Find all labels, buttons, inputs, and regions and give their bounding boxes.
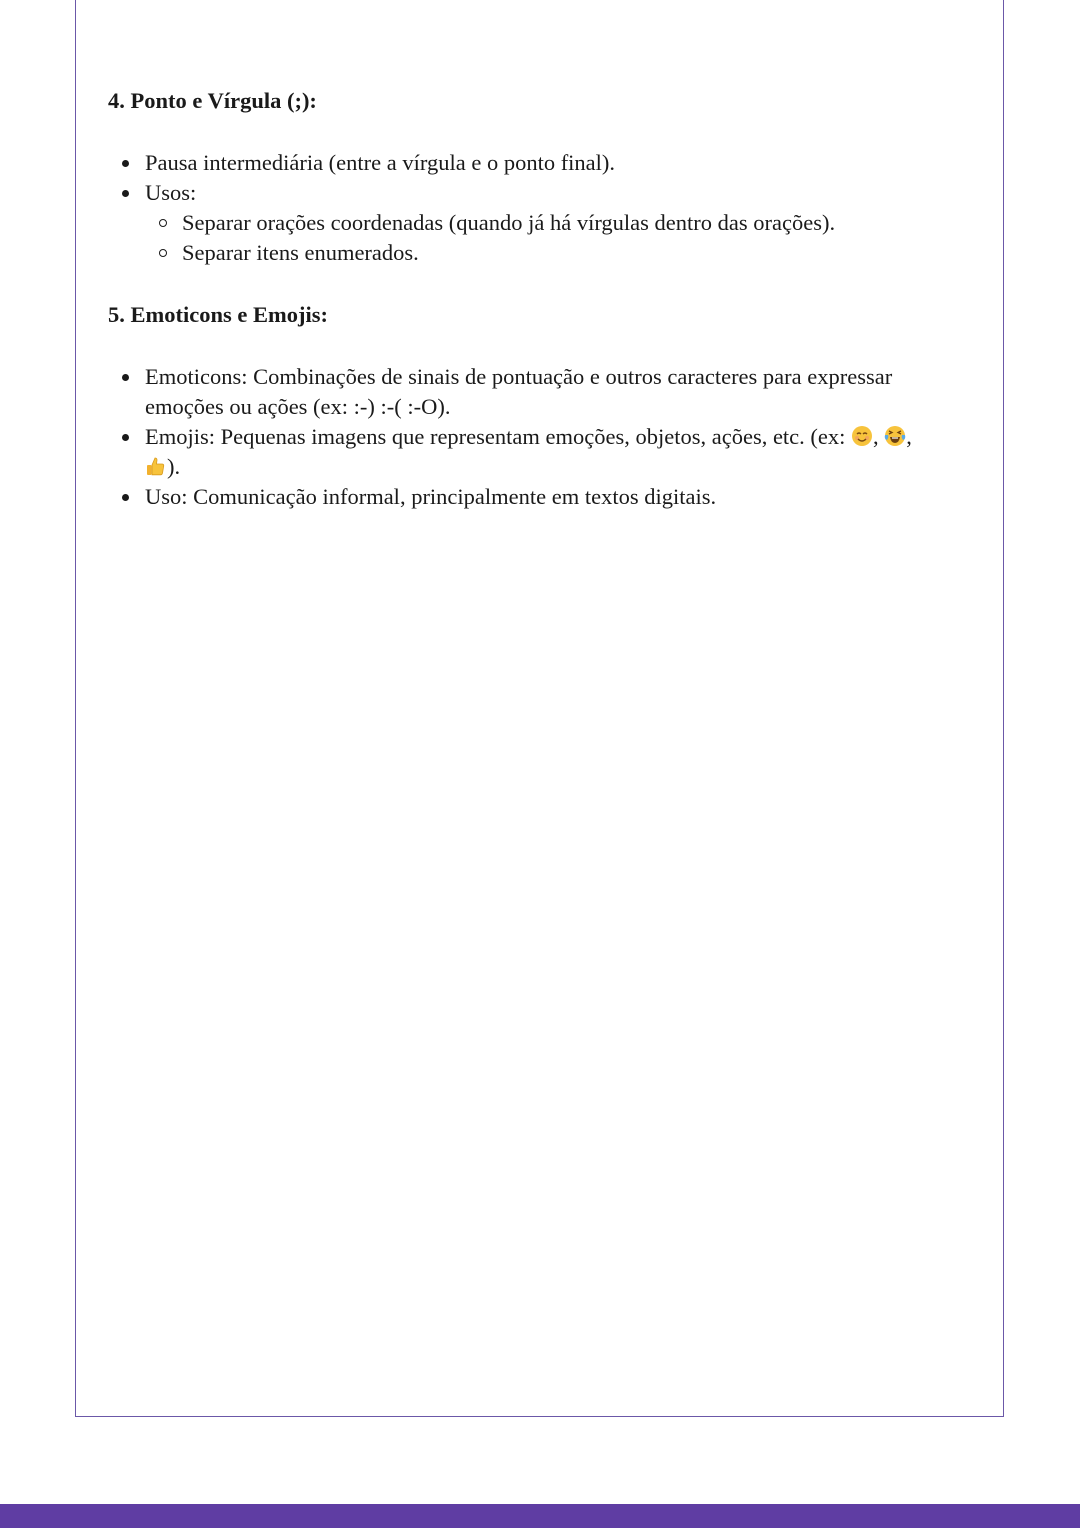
section-ponto-e-virgula bbox=[108, 82, 928, 268]
bullet-list bbox=[108, 362, 928, 512]
list-item bbox=[145, 422, 928, 482]
list-item bbox=[145, 482, 928, 512]
tears-of-joy-face-icon bbox=[884, 425, 906, 447]
list-item-text: Emojis: Pequenas imagens que representam emoções, objetos, ações, etc. (ex: bbox=[145, 424, 852, 449]
list-item-text: ). bbox=[167, 454, 181, 479]
thumbs-up-icon bbox=[145, 455, 167, 477]
emoji-separator: , bbox=[873, 424, 885, 449]
emoji-separator: , bbox=[906, 424, 912, 449]
list-item-text: Emoticons: Combinações de sinais de pontuação e outros caracteres para expressar emoções ou ações (ex: :-) :-( :-O). bbox=[145, 364, 893, 419]
sub-list-item: Separar itens enumerados. bbox=[182, 238, 928, 268]
section-heading: 4. Ponto e Vírgula (;): bbox=[108, 88, 317, 113]
section-emoticons-e-emojis bbox=[108, 296, 928, 512]
list-item-text: Pausa intermediária (entre a vírgula e o ponto final). bbox=[145, 150, 616, 175]
list-item-text: Uso: Comunicação informal, principalmente em textos digitais. bbox=[145, 484, 717, 509]
sub-list-item: Separar orações coordenadas (quando já há vírgulas dentro das orações). bbox=[182, 208, 928, 238]
smiling-face-icon bbox=[851, 425, 873, 447]
footer-bar bbox=[0, 1504, 1080, 1528]
bullet-list bbox=[108, 148, 928, 268]
sub-bullet-list bbox=[145, 208, 928, 268]
list-item bbox=[145, 148, 928, 178]
section-heading: 5. Emoticons e Emojis: bbox=[108, 302, 328, 327]
document-content bbox=[108, 82, 928, 540]
list-item-text: Usos: bbox=[145, 180, 197, 205]
list-item bbox=[145, 178, 928, 268]
list-item bbox=[145, 362, 928, 422]
